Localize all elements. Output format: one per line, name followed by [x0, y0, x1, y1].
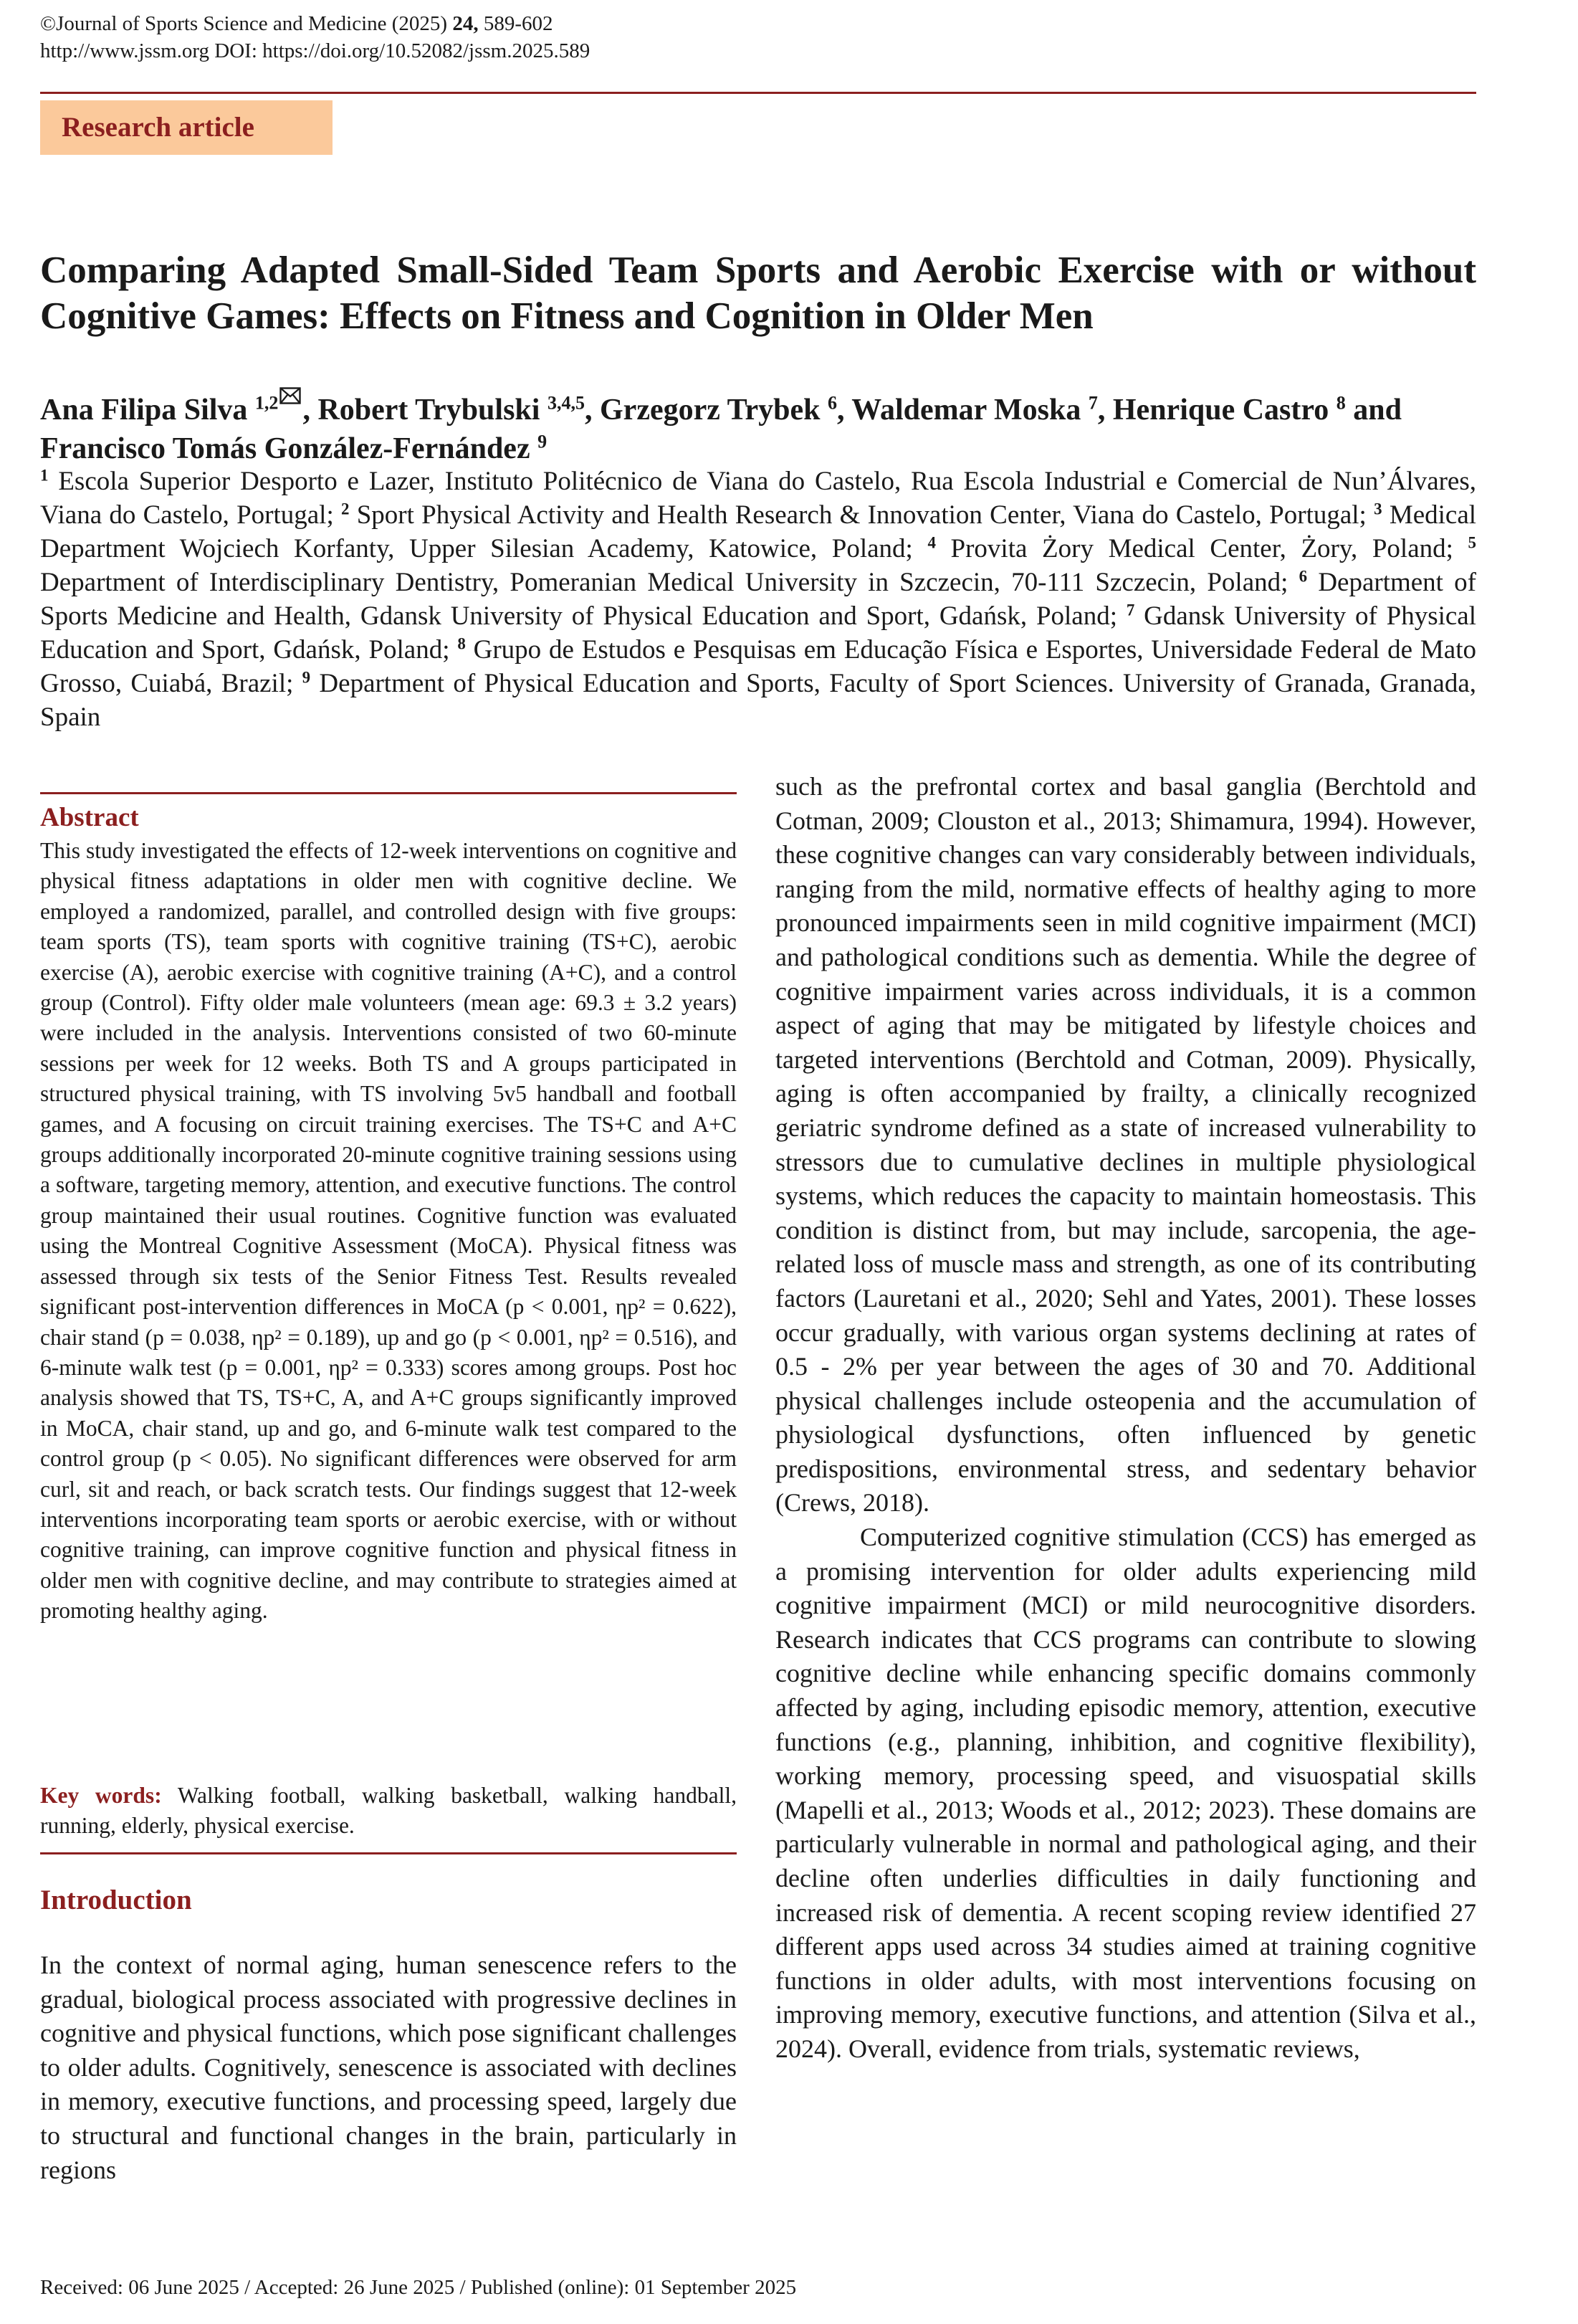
right-column-text [775, 770, 1476, 2067]
affiliation-number: 8 [457, 634, 466, 653]
journal-pages: 589-602 [478, 12, 553, 35]
author-list: Ana Filipa Silva $^{1,2}$ , Robert Trybulski $^{3,4,5}$, Grzegorz Trybek $^6$, Waldemar Moska $^7$, Henrique Castro $^8$ and Francisco Tomás González-Fernández $^9$ [40, 387, 1476, 468]
author-name: Waldemar Moska [851, 394, 1081, 427]
affiliation-number: 1 [40, 466, 49, 485]
author-affiliation-ref: 3,4,5 [547, 392, 585, 414]
body-paragraph: Computerized cognitive stimulation (CCS) has emerged as a promising intervention for older adults experiencing mild cognitive impairment (MCI) or mild neurocognitive disorders. Research indicates that CCS programs can contribute to slowing cognitive decline while enhancing specific domains commonly affected by aging, including episodic memory, attention, executive functions (e.g., planning, inhibition, and cognitive flexibility), working memory, processing speed, and visuospatial skills (Mapelli et al., 2013; Woods et al., 2012; 2023). These domains are particularly vulnerable in normal and pathological aging, and their decline often underlies difficulties in daily functioning and increased risk of dementia. A recent scoping review identified 27 different apps used across 34 studies aimed at training cognitive functions in older adults, with most interventions focusing on improving memory, executive functions, and attention (Silva et al., 2024). Overall, evidence from trials, systematic reviews, [775, 1523, 1476, 2063]
affiliation: Grupo de Estudos e Pesquisas em Educação Física e Esportes, Universidade Federal de Mato Grosso, Cuiabá, Brazil; [40, 635, 1477, 698]
author-name: Henrique Castro [1112, 394, 1329, 427]
publication-dates: Received: 06 June 2025 / Accepted: 26 June 2025 / Published (online): 01 September 2025 [40, 2276, 797, 2299]
envelope-icon[interactable] [279, 387, 301, 404]
affiliation: Provita Żory Medical Center, Żory, Poland; [950, 534, 1453, 563]
journal-citation [40, 10, 553, 37]
author-name: Robert Trybulski [317, 394, 540, 427]
keywords [40, 1781, 737, 1841]
affiliation-number: 9 [302, 668, 311, 687]
affiliation-number: 5 [1468, 533, 1476, 552]
abstract-text: This study investigated the effects of 12-week interventions on cognitive and physical fitness adaptations in older men with cognitive decline. We employed a randomized, parallel, and controlled design with five groups: team sports (TS), team sports with cognitive training (TS+C), aerobic exercise (A), aerobic exercise with cognitive training (A+C), and a control group (Control). Fifty older male volunteers (mean age: 69.3 ± 3.2 years) were included in the analysis. Interventions consisted of two 60-minute sessions per week for 12 weeks. Both TS and A groups participated in structured physical training, with TS involving 5v5 handball and football games, and A focusing on circuit training exercises. The TS+C and A+C groups additionally incorporated 20-minute cognitive training sessions using a software, targeting memory, attention, and executive functions. The control group maintained their usual routines. Cognitive function was evaluated using the Montreal Cognitive Assessment (MoCA). Physical fitness was assessed through six tests of the Senior Fitness Test. Results revealed significant post-intervention differences in MoCA (p < 0.001, ηp² = 0.622), chair stand (p = 0.038, ηp² = 0.189), up and go (p < 0.001, ηp² = 0.516), and 6-minute walk test (p = 0.001, ηp² = 0.333) scores among groups. Post hoc analysis showed that TS, TS+C, A, and A+C groups significantly improved in MoCA, chair stand, up and go, and 6-minute walk test compared to the control group (p < 0.05). No significant differences were observed for arm curl, sit and reach, or back scratch tests. Our findings suggest that 12-week interventions incorporating team sports or aerobic exercise, with or without cognitive training, can improve cognitive function and physical fitness in older men with cognitive decline, and may contribute to strategies aimed at promoting healthy aging. [40, 838, 737, 1624]
affiliation: Department of Interdisciplinary Dentistry, Pomeranian Medical University in Szczecin, 70-111 Szczecin, Poland; [40, 568, 1288, 597]
journal-name: ©Journal of Sports Science and Medicine (2025) [40, 12, 453, 35]
affiliation: Medical Department Wojciech Korfanty, Upper Silesian Academy, Katowice, Poland; [40, 500, 1477, 563]
article-type-badge: Research article [40, 100, 333, 155]
keywords-text: Walking football, walking basketball, walking handball, running, elderly, physical exercise. [40, 1783, 737, 1838]
affiliation: Sport Physical Activity and Health Research & Innovation Center, Viana do Castelo, Portugal; [356, 500, 1367, 530]
affiliation-number: 6 [1299, 567, 1308, 586]
author-affiliation-ref: 9 [537, 431, 547, 452]
abstract-heading: Abstract [40, 803, 139, 832]
body-paragraph: such as the prefrontal cortex and basal ganglia (Berchtold and Cotman, 2009; Clouston et al., 2013; Shimamura, 1994). However, these cognitive changes can vary considerably between individuals, ranging from the mild, normative effects of healthy aging to more pronounced impairments seen in mild cognitive impairment (MCI) and pathological conditions such as dementia. While the degree of cognitive impairment varies across individuals, it is a common aspect of aging that may be mitigated by lifestyle choices and targeted interventions (Berchtold and Cotman, 2009). Physically, aging is often accompanied by frailty, a clinically recognized geriatric syndrome defined as a state of increased vulnerability to stressors due to cumulative declines in multiple physiological systems, which reduces the capacity to maintain homeostasis. This condition is distinct from, but may include, sarcopenia, the age-related loss of muscle mass and strength, as one of its contributing factors (Lauretani et al., 2020; Sehl and Yates, 2001). These losses occur gradually, with various organ systems declining at rates of 0.5 - 2% per year between the ages of 30 and 70. Additional physical challenges include osteopenia and the accumulation of physiological dysfunctions, often influenced by genetic predispositions, environmental stress, and sedentary behavior (Crews, 2018). [775, 772, 1476, 1518]
article-title: Comparing Adapted Small-Sided Team Sports and Aerobic Exercise with or without Cognitive Games: Effects on Fitness and Cognition in Older Men [40, 249, 1476, 337]
affiliation: Department of Physical Education and Sports, Faculty of Sport Sciences. University of Granada, Granada, Spain [40, 669, 1476, 732]
author-affiliation-ref: 1,2 [254, 392, 279, 414]
author-affiliation-ref: 6 [828, 392, 838, 414]
keywords-bottom-rule [40, 1852, 737, 1854]
author-name: Francisco Tomás González-Fernández [40, 432, 530, 465]
abstract-top-rule [40, 792, 737, 794]
doi-line[interactable]: http://www.jssm.org DOI: https://doi.org/10.52082/jssm.2025.589 [40, 39, 590, 62]
affiliation: Department of Sports Medicine and Health, Gdansk University of Physical Education and Sport, Gdańsk, Poland; [40, 568, 1476, 631]
affiliation-number: 2 [341, 500, 350, 518]
author-affiliation-ref: 7 [1088, 392, 1098, 414]
affiliations [40, 465, 1476, 734]
author-affiliation-ref: 8 [1336, 392, 1346, 414]
keywords-label: Key words: [40, 1783, 162, 1808]
affiliation-number: 3 [1374, 500, 1382, 518]
journal-volume: 24, [452, 12, 479, 35]
affiliation: Escola Superior Desporto e Lazer, Instituto Politécnico de Viana do Castelo, Rua Escola Industrial e Comercial de Nun’Álvares, Viana do Castelo, Portugal; [40, 467, 1477, 530]
author-name: Ana Filipa Silva [40, 394, 248, 427]
introduction-paragraph: In the context of normal aging, human senescence refers to the gradual, biological process associated with progressive declines in cognitive and physical functions, which pose significant challenges to older adults. Cognitively, senescence is associated with declines in memory, executive functions, and processing speed, largely due to structural and functional changes in the brain, particularly in regions [40, 1951, 737, 2184]
affiliation: Gdansk University of Physical Education and Sport, Gdańsk, Poland; [40, 601, 1476, 665]
header-rule [40, 92, 1476, 94]
author-name: Grzegorz Trybek [600, 394, 821, 427]
affiliation-number: 7 [1126, 601, 1135, 619]
introduction-heading: Introduction [40, 1885, 192, 1915]
affiliation-number: 4 [927, 533, 936, 552]
